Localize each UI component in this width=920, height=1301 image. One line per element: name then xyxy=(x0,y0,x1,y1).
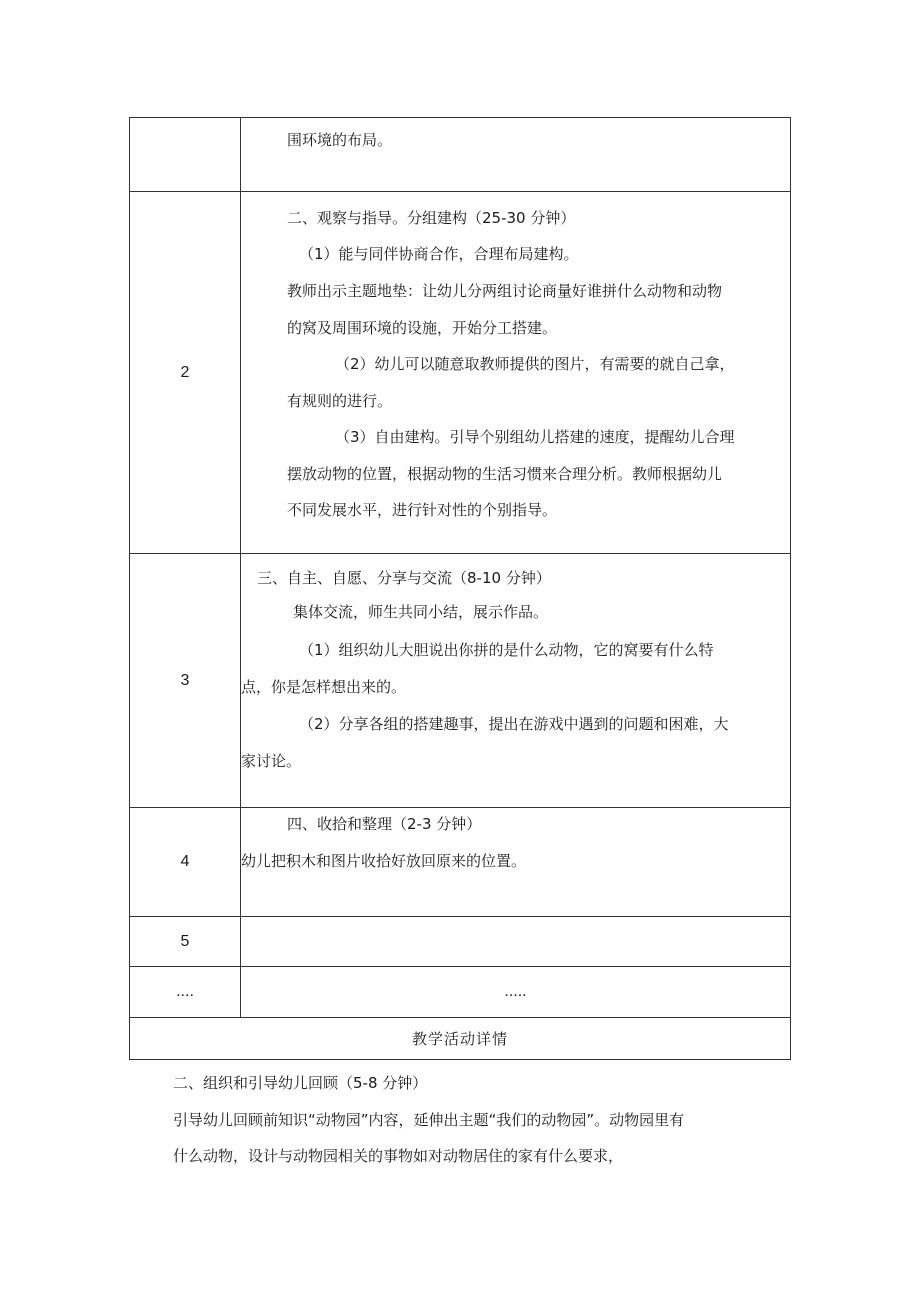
step-number-cell: .... xyxy=(130,967,241,1018)
activity-plan-table xyxy=(129,117,791,1060)
content-line: 围环境的布局。 xyxy=(287,131,393,149)
content-line: （1）组织幼儿大胆说出你拼的是什么动物，它的窝要有什么特 xyxy=(299,641,714,659)
content-line: 有规则的进行。 xyxy=(287,392,393,410)
step-number-cell: 3 xyxy=(130,554,241,808)
content-line: 教师出示主题地垫：让幼儿分两组讨论商量好谁拼什么动物和动物 xyxy=(287,282,723,300)
content-line: 集体交流，师生共同小结，展示作品。 xyxy=(293,603,549,621)
content-line: （1）能与同伴协商合作，合理布局建构。 xyxy=(299,245,579,263)
content-line: （2）分享各组的搭建趣事，提出在游戏中遇到的问题和困难，大 xyxy=(299,715,729,733)
table-row xyxy=(130,808,791,917)
content-line: 家讨论。 xyxy=(241,752,302,770)
table-row xyxy=(130,554,791,808)
section-heading: 二、组织和引导幼儿回顾（5-8 分钟） xyxy=(173,1074,428,1092)
content-line: 点，你是怎样想出来的。 xyxy=(241,678,407,696)
content-line: （2）幼儿可以随意取教师提供的图片，有需要的就自己拿， xyxy=(335,355,735,373)
step-number-cell xyxy=(130,118,241,192)
table-row xyxy=(130,118,791,192)
step-content-cell xyxy=(241,118,791,192)
content-line: （3）自由建构。引导个别组幼儿搭建的速度，提醒幼儿合理 xyxy=(335,428,735,446)
content-line: 的窝及周围环境的设施，开始分工搭建。 xyxy=(287,319,558,337)
step-content-cell xyxy=(241,808,791,917)
table-footer-row xyxy=(130,1018,791,1060)
table-row xyxy=(130,967,791,1018)
step-content-cell xyxy=(241,192,791,554)
step-content-cell xyxy=(241,917,791,967)
content-line: 不同发展水平，进行针对性的个别指导。 xyxy=(287,501,558,519)
step-number-cell: 5 xyxy=(130,917,241,967)
step-number-cell: 2 xyxy=(130,192,241,554)
step-number-cell: 4 xyxy=(130,808,241,917)
step-content-cell xyxy=(241,554,791,808)
section-heading: 三、自主、自愿、分享与交流（8-10 分钟） xyxy=(257,569,551,587)
table-row xyxy=(130,917,791,967)
table-footer-title: 教学活动详情 xyxy=(130,1018,791,1060)
section-heading: 四、收拾和整理（2-3 分钟） xyxy=(287,815,482,833)
section-heading: 二、观察与指导。分组建构（25-30 分钟） xyxy=(287,209,576,227)
content-line: 幼儿把积木和图片收拾好放回原来的位置。 xyxy=(241,852,527,870)
content-line: 摆放动物的位置，根据动物的生活习惯来合理分析。教师根据幼儿 xyxy=(287,465,723,483)
step-content-cell: ..... xyxy=(241,967,791,1018)
paragraph-line: 什么动物，设计与动物园相关的事物如对动物居住的家有什么要求， xyxy=(173,1147,624,1165)
table-row xyxy=(130,192,791,554)
paragraph-line: 引导幼儿回顾前知识“动物园”内容，延伸出主题“我们的动物园”。动物园里有 xyxy=(173,1111,685,1129)
